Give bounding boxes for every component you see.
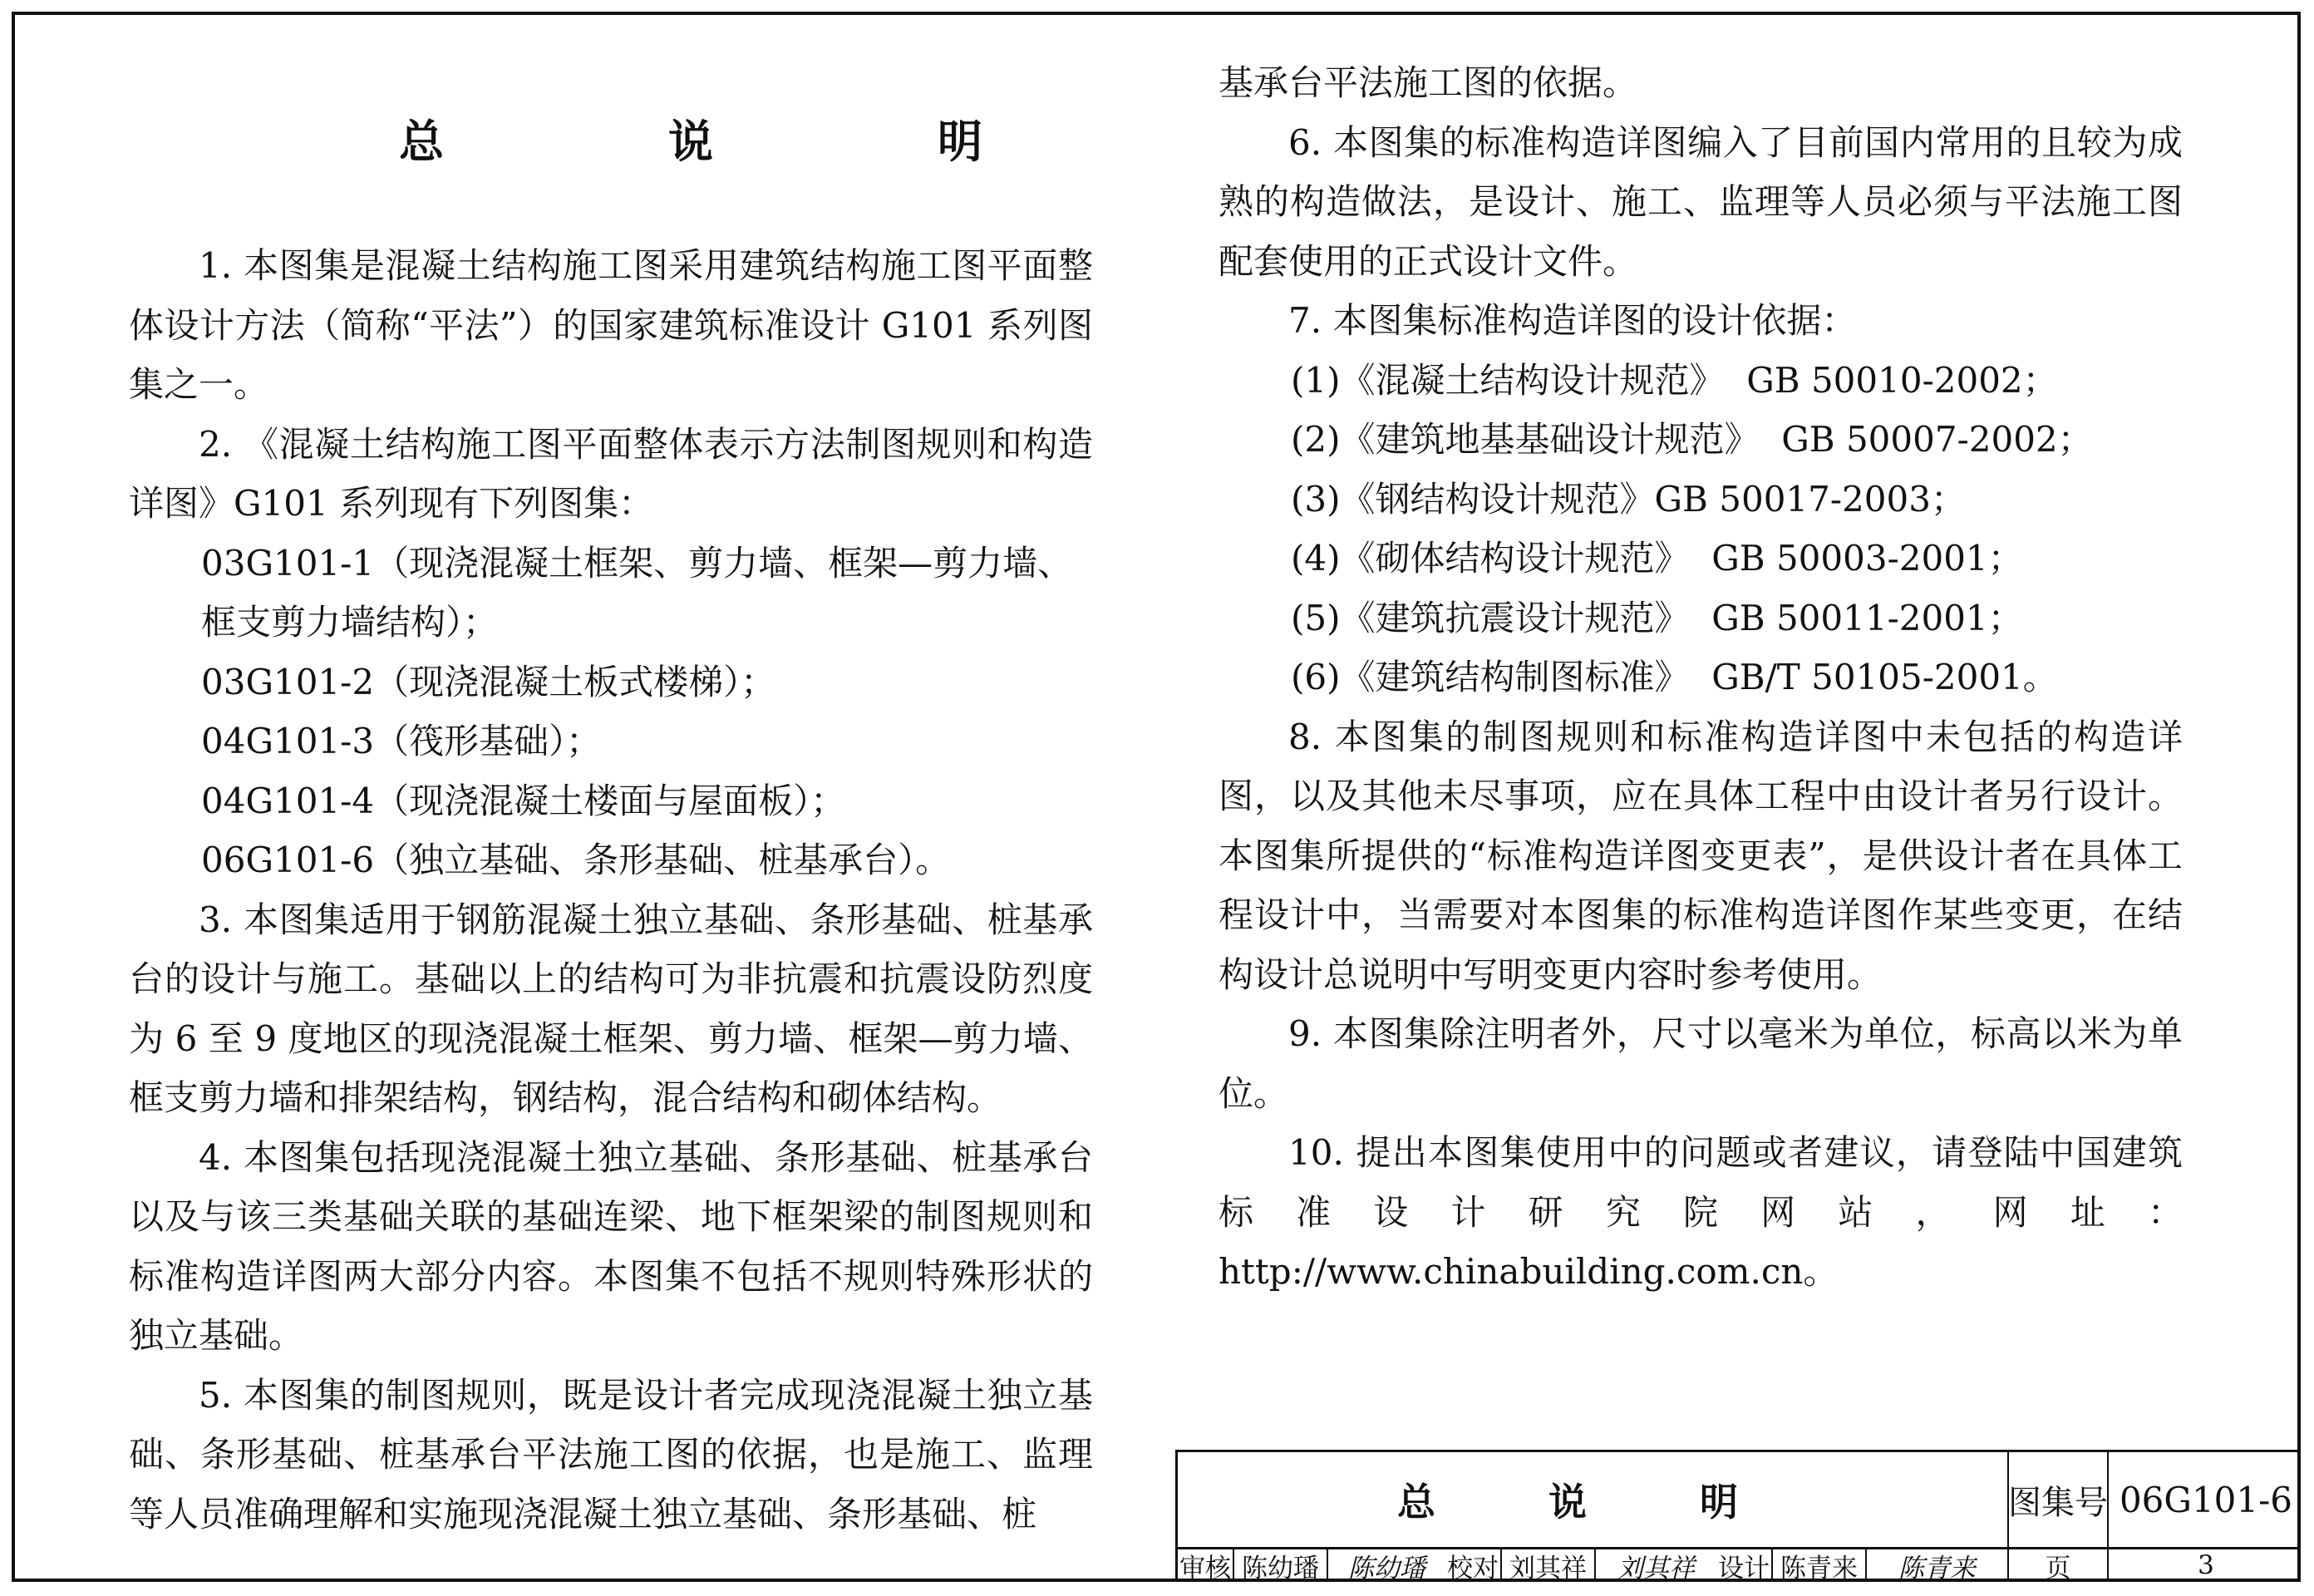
paragraph-9: 9. 本图集除注明者外，尺寸以毫米为单位，标高以米为单位。: [1219, 1013, 2183, 1114]
page-label: 页: [2009, 1549, 2109, 1581]
reference-item: (1)《混凝土结构设计规范》 GB 50010-2002；: [1291, 359, 2058, 401]
page-title: 总 说 明: [399, 116, 1072, 168]
atlas-list-item: 04G101-3（筏形基础）；: [201, 721, 602, 761]
reference-item: (3)《钢结构设计规范》GB 50017-2003；: [1291, 478, 1966, 520]
title-block: [1175, 1450, 2301, 1584]
right-column: [1219, 53, 2183, 1302]
paragraph-4: 4. 本图集包括现浇混凝土独立基础、条形基础、桩基承台以及与该三类基础关联的基础连梁、地下框架梁的制图规则和标准构造详图两大部分内容。本图集不包括不规则特殊形状的独立基础。: [129, 1136, 1093, 1356]
page-number: 3: [2198, 1550, 2214, 1580]
designer-signature: 陈青来: [1867, 1549, 2009, 1581]
paragraph-3: 3. 本图集适用于钢筋混凝土独立基础、条形基础、桩基承台的设计与施工。基础以上的结构可为非抗震和抗震设防烈度为 6 至 9 度地区的现浇混凝土框架、剪力墙、框架—剪力墙、框支剪力墙和排架结构，钢结构，混合结构和砌体结构。: [129, 899, 1093, 1118]
atlas-list-item: 04G101-4（现浇混凝土楼面与屋面板）；: [201, 780, 846, 821]
reference-item: (2)《建筑地基基础设计规范》 GB 50007-2002；: [1291, 419, 2093, 460]
reference-item: (5)《建筑抗震设计规范》 GB 50011-2001；: [1291, 597, 2023, 638]
title-block-title: 总 说 明: [1178, 1452, 2009, 1547]
reference-item: (4)《砌体结构设计规范》 GB 50003-2001；: [1291, 538, 2023, 579]
check-label: 校对: [1445, 1549, 1502, 1581]
paragraph-5-continued: 基承台平法施工图的依据。: [1219, 62, 1638, 103]
reviewer-signature: 陈幼璠: [1348, 1553, 1425, 1584]
checker-signature: 刘其祥: [1617, 1553, 1695, 1584]
paragraph-6: 6. 本图集的标准构造详图编入了目前国内常用的且较为成熟的构造做法，是设计、施工、监理等人员必须与平法施工图配套使用的正式设计文件。: [1219, 121, 2183, 282]
atlas-list-item: 03G101-2（现浇混凝土板式楼梯）；: [201, 661, 776, 702]
paragraph-2: 2. 《混凝土结构施工图平面整体表示方法制图规则和构造详图》G101 系列现有下列图集：: [129, 423, 1093, 524]
paragraph-7: 7. 本图集标准构造详图的设计依据：: [1288, 300, 1857, 341]
paragraph-5: 5. 本图集的制图规则，既是设计者完成现浇混凝土独立基础、条形基础、桩基承台平法施工图的依据，也是施工、监理等人员准确理解和实施现浇混凝土独立基础、条形基础、桩: [129, 1374, 1093, 1534]
designer-name: 陈青来: [1773, 1549, 1867, 1581]
paragraph-10: 10. 提出本图集使用中的问题或者建议，请登陆中国建筑标准设计研究院网站，网址：http://www.chinabuilding.com.cn。: [1219, 1132, 2183, 1292]
atlas-list-item: 03G101-1（现浇混凝土框架、剪力墙、框架—剪力墙、框支剪力墙结构）；: [201, 542, 1073, 643]
atlas-number: 06G101-6: [2119, 1479, 2293, 1520]
left-column: [129, 236, 1093, 1544]
atlas-number-label: 图集号: [2009, 1452, 2109, 1547]
paragraph-1: 1. 本图集是混凝土结构施工图采用建筑结构施工图平面整体设计方法（简称“平法”）的国家建筑标准设计 G101 系列图集之一。: [129, 245, 1093, 405]
review-label: 审核: [1178, 1549, 1234, 1581]
checker-name: 刘其祥: [1502, 1549, 1596, 1581]
reference-item: (6)《建筑结构制图标准》 GB/T 50105-2001。: [1291, 657, 2058, 697]
paragraph-8: 8. 本图集的制图规则和标准构造详图中未包括的构造详图，以及其他未尽事项，应在具体工程中由设计者另行设计。本图集所提供的“标准构造详图变更表”，是供设计者在具体工程设计中，当需要对本图集的标准构造详图作某些变更，在结构设计总说明中写明变更内容时参考使用。: [1219, 716, 2183, 995]
design-label: 设计: [1716, 1549, 1773, 1581]
atlas-list-item: 06G101-6（独立基础、条形基础、桩基承台）。: [201, 840, 951, 880]
reviewer-name: 陈幼璠: [1234, 1549, 1328, 1581]
